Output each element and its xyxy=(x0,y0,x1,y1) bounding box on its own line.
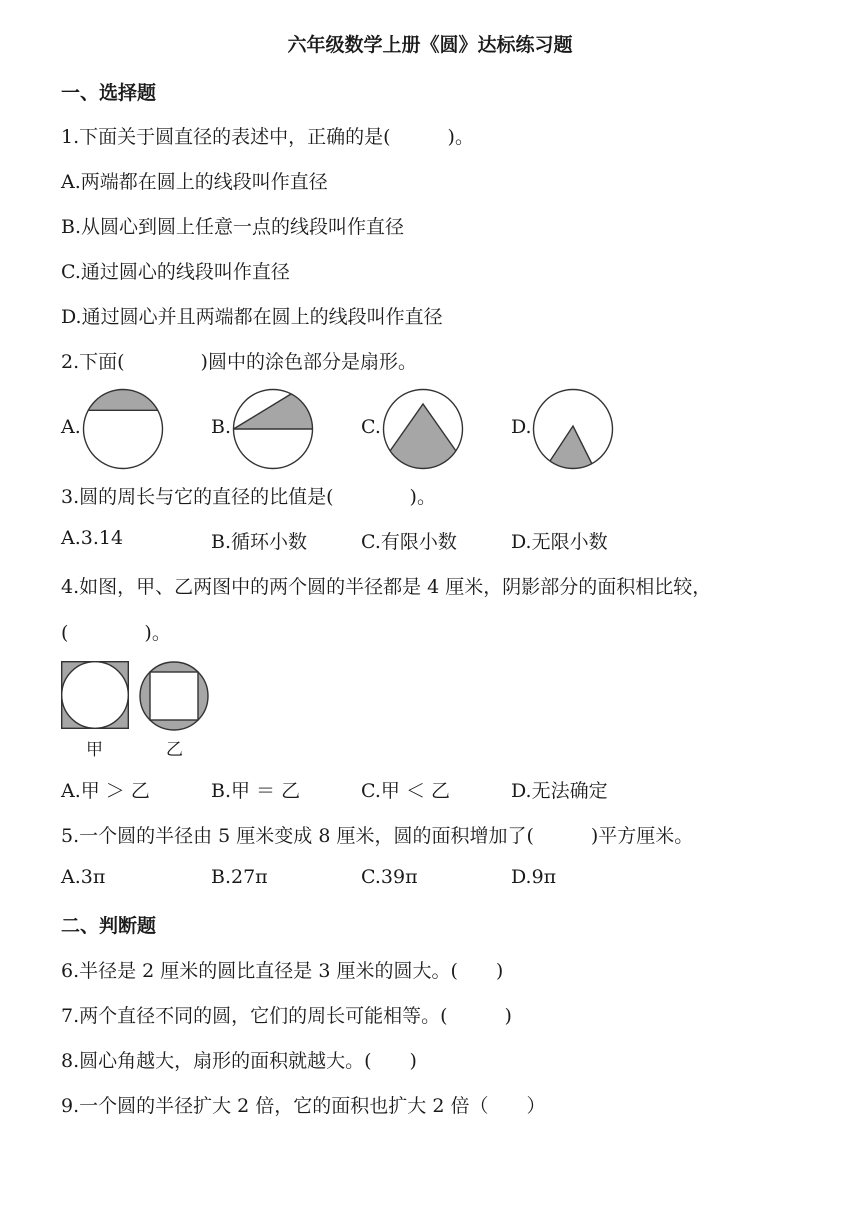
inner-circle xyxy=(62,662,129,729)
question-2-stem: 2.下面( )圆中的涂色部分是扇形。 xyxy=(61,351,417,373)
circle-figure-a xyxy=(80,386,166,472)
shaded-segment xyxy=(88,390,157,411)
circle-figure-c xyxy=(380,386,466,472)
question-1-option-a: A.两端都在圆上的线段叫作直径 xyxy=(61,171,328,193)
shaded-region xyxy=(550,426,592,469)
question-5-option-c: C.39π xyxy=(361,866,418,888)
question-1-stem: 1.下面关于圆直径的表述中，正确的是( )。 xyxy=(61,126,474,148)
question-3-option-a: A.3.14 xyxy=(61,527,124,549)
question-4-option-d: D.无法确定 xyxy=(511,780,608,802)
section-choice-heading: 一、选择题 xyxy=(61,82,157,104)
question-1-option-d: D.通过圆心并且两端都在圆上的线段叫作直径 xyxy=(61,306,443,328)
question-4-stem-line1: 4.如图，甲、乙两图中的两个圆的半径都是 4 厘米，阴影部分的面积相比较， xyxy=(61,576,712,598)
question-6: 6.半径是 2 厘米的圆比直径是 3 厘米的圆大。( ) xyxy=(61,960,504,982)
question-5-option-b: B.27π xyxy=(211,866,268,888)
question-2-label-b: B. xyxy=(211,416,232,438)
question-8: 8.圆心角越大，扇形的面积就越大。( ) xyxy=(61,1050,417,1072)
question-2-label-c: C. xyxy=(361,416,381,438)
question-4-option-a: A.甲 ＞ 乙 xyxy=(61,780,150,802)
question-4-option-b: B.甲 ＝ 乙 xyxy=(211,780,301,802)
circle-figure-b xyxy=(230,386,316,472)
figure-jia xyxy=(61,661,129,729)
question-4-option-c: C.甲 ＜ 乙 xyxy=(361,780,450,802)
question-1-option-b: B.从圆心到圆上任意一点的线段叫作直径 xyxy=(61,216,405,238)
question-7: 7.两个直径不同的圆，它们的周长可能相等。( ) xyxy=(61,1005,512,1027)
question-3-option-d: D.无限小数 xyxy=(511,531,608,553)
question-3-option-c: C.有限小数 xyxy=(361,531,457,553)
question-9: 9.一个圆的半径扩大 2 倍，它的面积也扩大 2 倍（ ） xyxy=(61,1095,546,1117)
question-1-option-c: C.通过圆心的线段叫作直径 xyxy=(61,261,290,283)
figure-jia-label: 甲 xyxy=(86,740,103,760)
question-3-option-b: B.循环小数 xyxy=(211,531,308,553)
question-2-label-d: D. xyxy=(511,416,532,438)
figure-yi-label: 乙 xyxy=(166,740,183,760)
inner-square xyxy=(150,672,198,720)
section-judge-heading: 二、判断题 xyxy=(61,915,157,937)
circle-figure-d xyxy=(530,386,616,472)
question-2-label-a: A. xyxy=(61,416,81,438)
page-title: 六年级数学上册《圆》达标练习题 xyxy=(287,34,573,56)
question-5-option-a: A.3π xyxy=(61,866,106,888)
question-3-stem: 3.圆的周长与它的直径的比值是( )。 xyxy=(61,486,436,508)
question-4-stem-line2: ( )。 xyxy=(61,622,171,644)
shaded-region xyxy=(234,394,313,429)
figure-yi xyxy=(139,661,209,731)
question-5-option-d: D.9π xyxy=(511,866,557,888)
question-5-stem: 5.一个圆的半径由 5 厘米变成 8 厘米，圆的面积增加了( )平方厘米。 xyxy=(61,825,694,847)
